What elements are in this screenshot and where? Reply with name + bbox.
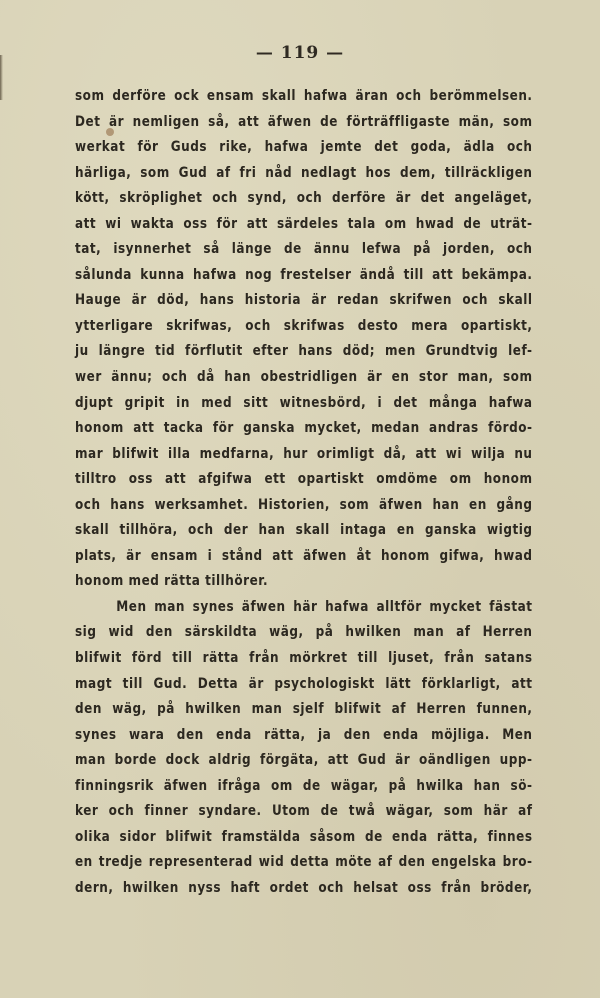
text-line: man borde dock aldrig förgäta, att Gud är oändligen upp- [75,752,533,769]
text-line: ju längre tid förflutit efter hans död; men Grundtvig lef- [75,343,533,360]
text-line: Hauge är död, hans historia är redan skrifwen och skall [75,292,533,309]
paragraph-start-line: Men man synes äfwen här hafwa alltför mycket fästat [116,598,533,615]
text-line: honom att tacka för ganska mycket, medan andras fördo- [75,420,533,437]
text-line: olika sidor blifwit framstälda såsom de enda rätta, finnes [75,828,533,845]
text-line: werkat för Guds rike, hafwa jemte det goda, ädla och [75,139,533,156]
text-line: och hans werksamhet. Historien, som äfwen han en gång [75,496,533,513]
text-line: mar blifwit illa medfarna, hur orimligt då, att wi wilja nu [75,445,533,462]
text-line: synes wara den enda rätta, ja den enda möjliga. Men [75,726,533,743]
text-line: Det är nemligen så, att äfwen de förträffligaste män, som [75,113,533,130]
text-line: tat, isynnerhet så länge de ännu lefwa på jorden, och [75,241,533,258]
text-line: finningsrik äfwen ifråga om de wägar, på hwilka han sö- [75,777,533,794]
text-line: sålunda kunna hafwa nog frestelser ändå till att bekämpa. [75,266,533,283]
text-line: wer ännu; och då han obestridligen är en stor man, som [75,369,533,386]
text-line: ker och finner syndare. Utom de twå wägar, som här af [75,803,533,820]
text-line: djupt gripit in med sitt witnesbörd, i det många hafwa [75,394,533,411]
text-line: härliga, som Gud af fri nåd nedlagt hos dem, tillräckligen [75,164,533,181]
text-line: att wi wakta oss för att särdeles tala om hwad de uträt- [75,215,533,232]
text-line: tilltro oss att afgifwa ett opartiskt omdöme om honom [75,471,533,488]
text-line: som derföre ock ensam skall hafwa äran och berömmelsen. [75,88,533,104]
text-line: dern, hwilken nyss haft ordet och helsat oss från bröder, [75,879,533,896]
body-text [75,84,533,902]
paragraph-end-line: honom med rätta tillhörer. [75,573,269,590]
text-line: blifwit förd till rätta från mörkret till ljuset, från satans [75,650,533,667]
text-line: en tredje representerad wid detta möte af den engelska bro- [75,854,533,871]
text-line: kött, skröplighet och synd, och derföre är det angeläget, [75,190,533,207]
text-line: skall tillhöra, och der han skall intaga en ganska wigtig [75,522,533,539]
text-line: sig wid den särskildta wäg, på hwilken man af Herren [75,624,533,641]
page-number: — 119 — [255,43,345,63]
text-line: plats, är ensam i stånd att äfwen åt honom gifwa, hwad [75,547,533,564]
text-line: magt till Gud. Detta är psychologiskt lätt förklarligt, att [75,675,533,692]
text-line: ytterligare skrifwas, och skrifwas desto mera opartiskt, [75,317,533,334]
text-line: den wäg, på hwilken man sjelf blifwit af Herren funnen, [75,701,533,718]
